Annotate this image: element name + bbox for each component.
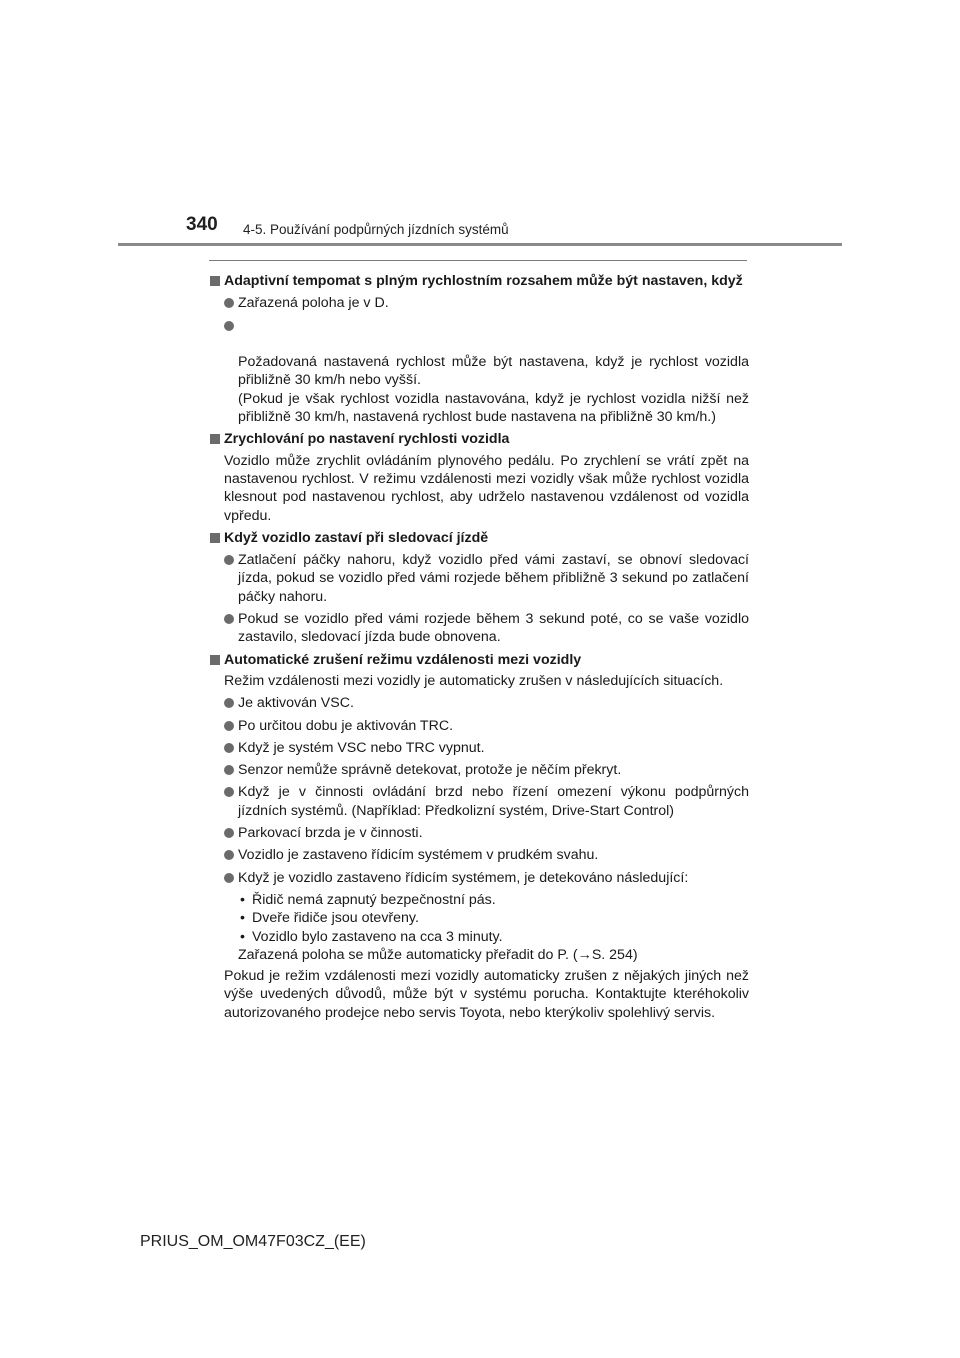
page-number: 340 xyxy=(186,214,218,235)
page-header xyxy=(0,0,960,250)
list-item-text: Po určitou dobu je aktivován TRC. xyxy=(238,717,454,734)
section-heading xyxy=(208,430,749,448)
section-heading-text: Zrychlování po nastavení rychlosti vozidla xyxy=(224,431,510,448)
sub-list-item xyxy=(238,928,749,946)
section-heading xyxy=(208,272,749,290)
list-item xyxy=(208,694,749,712)
list-item xyxy=(208,846,749,864)
list-item-text: Vozidlo je zastaveno řídicím systémem v prudkém svahu. xyxy=(238,847,599,864)
list-item-text: Zatlačení páčky nahoru, když vozidlo před vámi zastaví, se obnoví sledovací jízda, pokud se vozidlo před vámi rozjede během přibližně 3 sekund po zatlačení páčky nahoru. xyxy=(238,552,749,605)
square-bullet-icon xyxy=(210,434,220,444)
round-bullet-icon xyxy=(224,850,234,860)
list-item xyxy=(208,610,749,647)
round-bullet-icon xyxy=(224,614,234,624)
list-item xyxy=(208,551,749,606)
section-heading xyxy=(208,529,749,547)
list-item xyxy=(208,761,749,779)
sub-list xyxy=(208,891,749,964)
list-item-text: Pokud se vozidlo před vámi rozjede během 3 sekund poté, co se vaše vozidlo zastavilo, sledovací jízda bude obnovena. xyxy=(238,611,749,646)
paragraph: Režim vzdálenosti mezi vozidly je automaticky zrušen v následujících situacích. xyxy=(224,672,724,689)
list-item xyxy=(208,317,749,427)
sub-list-item xyxy=(238,891,749,909)
dot-marker-icon: • xyxy=(240,891,245,908)
content-divider xyxy=(209,260,747,261)
sub-list-item-text: Vozidlo bylo zastaveno na cca 3 minuty. xyxy=(252,928,503,945)
section-heading-text: Když vozidlo zastaví při sledovací jízdě xyxy=(224,529,489,546)
list-item xyxy=(208,824,749,842)
round-bullet-icon xyxy=(224,298,234,308)
paragraph: Vozidlo může zrychlit ovládáním plynového pedálu. Po zrychlení se vrátí zpět na nastavenou rychlost. V režimu vzdálenosti mezi vozidly však může rychlost vozidla klesnout pod nastavenou rychlost, aby udrželo nastavenou vzdálenost od vozidla vpředu. xyxy=(224,452,749,524)
section-title: 4-5. Používání podpůrných jízdních systémů xyxy=(243,222,509,237)
sub-list-note: Zařazená poloha se může automaticky přeřadit do P. (→S. 254) xyxy=(238,946,638,963)
dot-marker-icon: • xyxy=(240,910,245,927)
list-item xyxy=(208,783,749,820)
list-item xyxy=(208,869,749,887)
list-item-text: Je aktivován VSC. xyxy=(238,695,354,712)
list-item-text: Parkovací brzda je v činnosti. xyxy=(238,825,423,842)
sub-list-item-text: Dveře řidiče jsou otevřeny. xyxy=(252,910,419,927)
list-item-text: Když je v činnosti ovládání brzd nebo řízení omezení výkonu podpůrných jízdních systémů. (Například: Předkolizní systém, Drive-Start Control) xyxy=(238,784,749,819)
sub-list-item-text: Řidič nemá zapnutý bezpečnostní pás. xyxy=(252,891,496,908)
document-code: PRIUS_OM_OM47F03CZ_(EE) xyxy=(140,1233,366,1250)
round-bullet-icon xyxy=(224,721,234,731)
list-item-text: Požadovaná nastavená rychlost může být nastavena, když je rychlost vozidla přibližně 30 km/h nebo vyšší. (Pokud je však rychlost vozidla nastavována, když je rychlost vozidla nižší než přibližně 30 km/h, nastavená rychlost bude nastavena na přibližně 30 km/h.) xyxy=(238,354,749,426)
header-divider xyxy=(118,243,842,246)
list-item xyxy=(208,739,749,757)
round-bullet-icon xyxy=(224,555,234,565)
round-bullet-icon xyxy=(224,765,234,775)
section-heading xyxy=(208,651,749,669)
page-content xyxy=(208,268,749,1022)
closing-paragraph: Pokud je režim vzdálenosti mezi vozidly automaticky zrušen z nějakých jiných než výše uvedených důvodů, může být v systému porucha. Kontaktujte kteréhokoliv autorizovaného prodejce nebo servis Toyota, nebo kterýkoliv spolehlivý servis. xyxy=(224,968,749,1021)
list-item-text: Když je vozidlo zastaveno řídicím systémem, je detekováno následující: xyxy=(238,869,689,886)
square-bullet-icon xyxy=(210,533,220,543)
round-bullet-icon xyxy=(224,787,234,797)
round-bullet-icon xyxy=(224,321,234,331)
list-item-text: Zařazená poloha je v D. xyxy=(238,295,389,312)
list-item-text: Senzor nemůže správně detekovat, protože je něčím překryt. xyxy=(238,762,622,779)
list-item xyxy=(208,294,749,312)
round-bullet-icon xyxy=(224,743,234,753)
section-heading-text: Adaptivní tempomat s plným rychlostním rozsahem může být nastaven, když xyxy=(224,273,743,289)
sub-list-item xyxy=(238,909,749,927)
section-heading-text: Automatické zrušení režimu vzdálenosti mezi vozidly xyxy=(224,651,582,668)
square-bullet-icon xyxy=(210,655,220,665)
square-bullet-icon xyxy=(210,276,220,286)
dot-marker-icon: • xyxy=(240,928,245,945)
list-item-text: Když je systém VSC nebo TRC vypnut. xyxy=(238,739,485,756)
round-bullet-icon xyxy=(224,873,234,883)
list-item xyxy=(208,717,749,735)
round-bullet-icon xyxy=(224,698,234,708)
round-bullet-icon xyxy=(224,828,234,838)
